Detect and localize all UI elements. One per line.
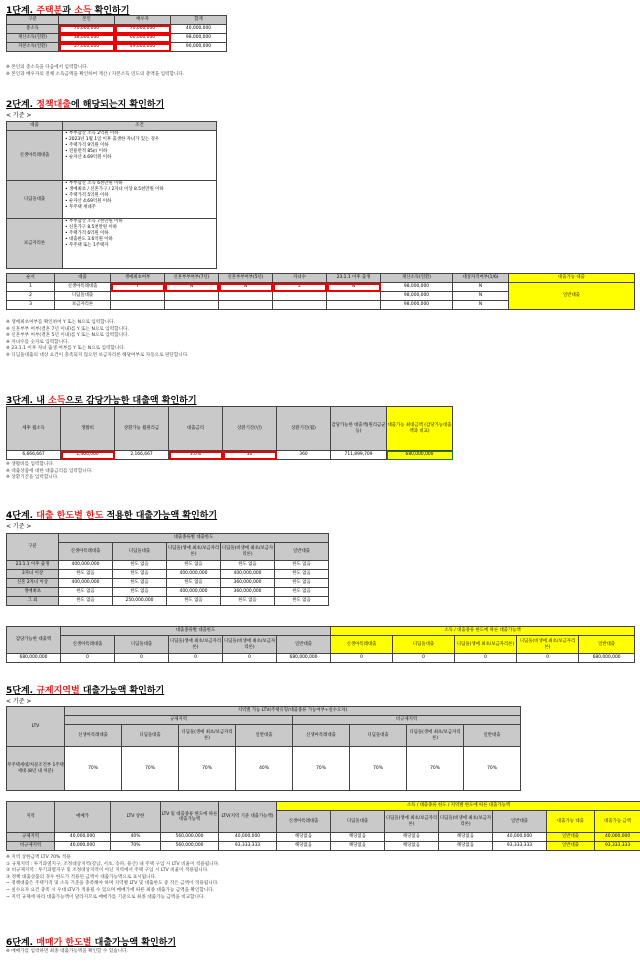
criteria-cell: • 부부합산 소득 2억원 이하 • 2023년 1월 1일 이후 출생한 자녀가 있는 경우 • 주택가격 9억원 이하 • 전용면적 85㎡ 이하 • 순자산 4.69억원 이하 <box>63 131 217 181</box>
row-label: 신생아특례대출 <box>7 131 63 181</box>
col-header: 디딤돌(생애 최초/보금자리론) <box>455 636 517 654</box>
cell[interactable]: 0 <box>331 654 393 663</box>
cell[interactable]: 1 <box>7 283 55 292</box>
table-row <box>7 283 635 292</box>
ltv-table <box>6 706 521 791</box>
table-row <box>7 597 329 606</box>
col-header: 대출금리 <box>169 407 223 451</box>
cell[interactable]: 한도 없음 <box>275 570 329 579</box>
col-header: 합계 <box>171 16 227 25</box>
cell[interactable] <box>219 301 273 310</box>
col-header: LTV 상한 <box>111 802 161 833</box>
cell[interactable]: 70% <box>179 747 236 791</box>
col-header: 상환기간(월) <box>277 407 331 451</box>
cell[interactable]: 400,000,000 <box>167 570 221 579</box>
cell[interactable]: 한도 없음 <box>221 597 275 606</box>
row-label: 무주택세대/처분조건부 1주택세대 (8년 내 처분) <box>7 747 65 791</box>
cell[interactable]: 360,000,000 <box>221 588 275 597</box>
step4-sub: < 기준 > <box>6 523 32 530</box>
cell[interactable]: 560,000,000 <box>161 842 219 851</box>
cell[interactable]: 한도 없음 <box>113 570 167 579</box>
col-header: 디딤돌(비생애 최초/보금자리론) <box>223 636 277 654</box>
cell[interactable]: 0 <box>455 654 517 663</box>
input-cell[interactable]: 2 <box>273 283 327 292</box>
col-header: 자녀수 <box>273 274 327 283</box>
cell[interactable]: 70% <box>122 747 179 791</box>
cell[interactable]: 일반대출 <box>547 842 595 851</box>
row-label: 신혼 2자녀 이상 <box>7 579 59 588</box>
cell[interactable]: 0 <box>223 654 277 663</box>
cell[interactable]: 한도 없음 <box>275 579 329 588</box>
col-header: 감당가능한 대출액(원리금균등) <box>331 407 387 451</box>
table-row <box>7 570 329 579</box>
cell[interactable]: 3 <box>7 301 55 310</box>
col-header: 신생아특례대출 <box>293 725 350 747</box>
cell[interactable]: 0 <box>61 654 115 663</box>
cell[interactable]: 2,166,667 <box>115 451 169 460</box>
cell[interactable]: 70% <box>464 747 521 791</box>
cell[interactable]: 한도 없음 <box>275 597 329 606</box>
cell[interactable]: 40,000,000 <box>171 25 227 34</box>
cell[interactable]: 40% <box>236 747 293 791</box>
cell[interactable]: 2 <box>7 292 55 301</box>
cell[interactable]: 한도 없음 <box>167 597 221 606</box>
cell[interactable]: 360,000,000 <box>221 579 275 588</box>
cell[interactable]: 90,000,000 <box>171 43 227 52</box>
input-cell[interactable]: Y <box>111 283 165 292</box>
cell[interactable]: 400,000,000 <box>59 561 113 570</box>
col-header: 일반대출 <box>579 636 635 654</box>
step1-title: 1단계. 주택분과 소득 확인하기 <box>6 6 130 16</box>
row-label: 생애최초 <box>7 588 59 597</box>
col-header: 디딤돌대출 <box>393 636 455 654</box>
row-label: 규제지역 <box>7 833 55 842</box>
input-cell[interactable]: 57,000,000 <box>59 43 115 52</box>
cell[interactable]: 40,000,000 <box>55 833 111 842</box>
cell[interactable]: 70% <box>350 747 407 791</box>
cell[interactable]: 한도 없음 <box>113 579 167 588</box>
table-row <box>7 579 329 588</box>
cell[interactable]: 400,000,000 <box>221 570 275 579</box>
cell[interactable]: 해당없음 <box>277 842 331 851</box>
input-cell[interactable]: 30 <box>223 451 277 460</box>
col-header: 대출가능 금액 <box>595 811 640 833</box>
table-row <box>7 842 640 851</box>
col-header: 신생아특례대출 <box>61 636 115 654</box>
col-header: 디딤돌(비생애 최초/보금자리론) <box>439 811 493 833</box>
col-header: 매매가 <box>55 802 111 833</box>
cell[interactable]: 디딤돌대출 <box>55 292 111 301</box>
cell[interactable] <box>327 301 381 310</box>
col-header: 구분 <box>7 534 59 561</box>
cell[interactable]: 한도 없음 <box>275 588 329 597</box>
cell[interactable]: 40% <box>111 833 161 842</box>
col-header: 생활비 <box>61 407 115 451</box>
input-cell[interactable]: 60,000,000 <box>115 34 171 43</box>
income-table <box>6 15 227 52</box>
cell[interactable] <box>327 292 381 301</box>
cell[interactable] <box>165 301 219 310</box>
table-row <box>7 747 521 791</box>
result-header: 대출가능 대출 <box>509 274 635 283</box>
region-calc-table <box>6 801 640 851</box>
col-header: 세후 월소득 <box>7 407 61 451</box>
col-group-header: 소득 / 대출종류 한도 / 지역별 한도에 따른 대출가능액 <box>277 802 640 811</box>
input-cell[interactable]: 3.0% <box>169 451 223 460</box>
input-cell[interactable]: 2,400,000 <box>61 451 115 460</box>
col-header: 일반대출 <box>236 725 293 747</box>
table-row <box>7 34 227 43</box>
cell[interactable] <box>111 301 165 310</box>
cell[interactable]: 680,000,000 <box>277 654 331 663</box>
cell[interactable]: 70% <box>111 842 161 851</box>
cell[interactable]: 400,000,000 <box>167 588 221 597</box>
col-header: 신혼부부여부(7년) <box>165 274 219 283</box>
step5-sub: < 기준 > <box>6 698 32 705</box>
cell[interactable]: 한도 없음 <box>59 588 113 597</box>
cell[interactable]: 93,333,333 <box>219 842 277 851</box>
step6-note: ※ 매매가를 입력하면 최종 대출가능액을 확인할 수 있습니다. <box>6 949 129 954</box>
cell[interactable]: 해당없음 <box>331 833 385 842</box>
cell[interactable]: 98,000,000 <box>381 283 453 292</box>
loan-limit-table <box>6 533 329 606</box>
cell[interactable]: 40,000,000 <box>493 833 547 842</box>
criteria-cell: • 부부합산 소득 7천만원 이하 • 신혼가구 8.5천만원 이하 • 주택가격 6억원 이하 • 대출한도 3.6억원 이하 • 무주택 또는 1주택자 <box>63 219 217 269</box>
cell[interactable]: 일반대출 <box>547 833 595 842</box>
col-header: 디딤돌대출 <box>115 636 169 654</box>
input-cell[interactable]: 38,000,000 <box>59 34 115 43</box>
col-header: LTV(지역 기준 대출가능액) <box>219 802 277 833</box>
col-header: 일반대출 <box>464 725 521 747</box>
col-header: 디딤돌대출 <box>331 811 385 833</box>
selected-cell[interactable]: 680,000,000 <box>387 451 453 460</box>
table-row <box>7 219 217 269</box>
table-row <box>7 43 227 52</box>
table-row <box>7 588 329 597</box>
col-header: 구분 <box>7 16 59 25</box>
policy-eval-table <box>6 273 635 310</box>
cell[interactable]: 한도 없음 <box>59 597 113 606</box>
cell[interactable]: 6,666,667 <box>7 451 61 460</box>
cell[interactable]: 한도 없음 <box>113 588 167 597</box>
cell[interactable]: 400,000,000 <box>59 579 113 588</box>
col-header: 디딤돌(비생애 최초/보금자리론) <box>221 543 275 561</box>
table-row <box>7 451 453 460</box>
col-header: 23.1.1 이후 출생 <box>327 274 381 283</box>
col-header: 디딤돌(생애 최초/보금자리론) <box>407 725 464 747</box>
cell[interactable]: 40,000,000 <box>219 833 277 842</box>
cell[interactable]: 40,000,000 <box>55 842 111 851</box>
step3-notes: ※ 생활비를 입력합니다. ※ 대출상품에 대한 대출금리를 입력합니다. ※ 상환기간을 입력합니다. <box>6 462 93 481</box>
cell[interactable] <box>273 292 327 301</box>
row-label: 비규제지역 <box>7 842 55 851</box>
col-header: 디딤돌대출 <box>350 725 407 747</box>
col-header: 배우자 <box>115 16 171 25</box>
col-group-header: 대출종류별 대출한도 <box>59 534 329 543</box>
table-row <box>7 181 217 219</box>
cell[interactable]: 250,000,000 <box>113 597 167 606</box>
cell[interactable]: 680,000,000 <box>579 654 635 663</box>
cell[interactable]: N <box>453 283 509 292</box>
cell[interactable]: 360 <box>277 451 331 460</box>
col-header: 신혼부부여부(5년) <box>219 274 273 283</box>
cell[interactable]: 98,000,000 <box>381 292 453 301</box>
col-header: 일반대출 <box>493 811 547 833</box>
cell[interactable]: 98,000,000 <box>381 301 453 310</box>
col-group-header: 지역별 가능 LTV(주택유형/대출종류 가능여부+실수요자) <box>65 707 521 716</box>
cell[interactable] <box>273 301 327 310</box>
col-header: 디딤돌(생애 최초/보금자리론) <box>179 725 236 747</box>
step5-title: 5단계. 규제지역별 대출가능액 확인하기 <box>6 686 165 696</box>
col-header: 신생아특례대출 <box>59 543 113 561</box>
col-header: 지역 <box>7 802 55 833</box>
col-header: 일반대출 <box>277 636 331 654</box>
result-value[interactable]: 일반대출 <box>509 283 635 310</box>
col-group-header: 규제지역 <box>65 716 293 725</box>
col-header: 디딤돌대출 <box>122 725 179 747</box>
table-row <box>7 131 217 181</box>
col-header: 상환기간(년) <box>223 407 277 451</box>
cell[interactable]: 70% <box>407 747 464 791</box>
step2-title: 2단계. 정책대출에 해당되는지 확인하기 <box>6 100 165 110</box>
cell[interactable]: 보금자리론 <box>55 301 111 310</box>
col-header: 대출 <box>7 122 63 131</box>
input-cell[interactable]: N <box>327 283 381 292</box>
col-header: 디딤돌(생애 최초/보금자리론) <box>385 811 439 833</box>
col-header: 순서 <box>7 274 55 283</box>
cell[interactable]: 98,000,000 <box>171 34 227 43</box>
cell[interactable] <box>165 292 219 301</box>
step2-notes: ※ 생애최초여부를 확인하여 Y 또는 N으로 입력합니다. ※ 신혼부부 여부(결혼 7년 이내)를 Y 또는 N으로 입력합니다. ※ 신혼부부 여부(결혼 5년 이내)를 Y 또는 N으로 입력합니다. ※ 자녀수를 숫자로 입력합니다. ※ 23.1.1 이후 자녀 출생 여부를 Y 또는 N으로 입력합니다. ※ 디딤돌대출의 대상 요건이 충족되지 않으면 보금자리론 해당여부로 자동으로 판단합니다. <box>6 320 189 358</box>
col-header: 대출 <box>55 274 111 283</box>
cell[interactable] <box>219 292 273 301</box>
cell[interactable]: N <box>453 301 509 310</box>
cell[interactable]: 한도 없음 <box>275 561 329 570</box>
cell[interactable]: 680,000,000 <box>7 654 61 663</box>
table-row <box>7 654 635 663</box>
table-row <box>7 561 329 570</box>
row-label: 디딤돌대출 <box>7 181 63 219</box>
affordability-table <box>6 406 453 460</box>
cell[interactable]: 0 <box>393 654 455 663</box>
col-header: 신생아특례대출 <box>331 636 393 654</box>
cell[interactable]: 70% <box>293 747 350 791</box>
cell[interactable]: 해당없음 <box>439 833 493 842</box>
input-cell[interactable]: 70,000,000 <box>59 25 115 34</box>
table-row <box>7 833 640 842</box>
col-header: LTV 및 대출종류 한도에 따른 대출가능액 <box>161 802 219 833</box>
input-cell[interactable]: 70,000,000 <box>115 25 171 34</box>
row-label: 자본소득(연환) <box>7 43 59 52</box>
col-header: 대상자격여부(1/6) <box>453 274 509 283</box>
col-header: 디딤돌(비생애 최초/보금자리론) <box>517 636 579 654</box>
col-header: 신생아특례대출 <box>65 725 122 747</box>
cell[interactable]: 560,000,000 <box>161 833 219 842</box>
step3-title: 3단계. 내 소득으로 감당가능한 대출액 확인하기 <box>6 396 197 406</box>
cell[interactable]: 0 <box>169 654 223 663</box>
cell[interactable]: 한도 없음 <box>167 579 221 588</box>
cell[interactable]: 한도 없음 <box>167 561 221 570</box>
cell[interactable]: 해당없음 <box>439 842 493 851</box>
col-header: LTV <box>7 707 65 747</box>
step2-sub: < 기준 > <box>6 112 32 119</box>
col-group-header: 대출종류별 대출한도 <box>61 627 331 636</box>
input-cell[interactable]: N <box>219 283 273 292</box>
input-cell[interactable]: 49,000,000 <box>115 43 171 52</box>
cell[interactable]: 0 <box>115 654 169 663</box>
cell[interactable]: 해당없음 <box>331 842 385 851</box>
row-label: 그 외 <box>7 597 59 606</box>
input-cell[interactable]: N <box>165 283 219 292</box>
table-row <box>7 25 227 34</box>
cell[interactable]: 70% <box>65 747 122 791</box>
col-header: 신생아특례대출 <box>277 811 331 833</box>
col-group-header: 비규제지역 <box>293 716 521 725</box>
col-header: 생애최초여부 <box>111 274 165 283</box>
cell[interactable]: 0 <box>517 654 579 663</box>
row-label: 23.1.1 이후 출생 <box>7 561 59 570</box>
col-header: 감당가능한 대출액 <box>7 627 61 654</box>
cell[interactable]: N <box>453 292 509 301</box>
step4-title: 4단계. 대출 한도별 한도 적용한 대출가능액 확인하기 <box>6 511 218 521</box>
row-label: 재산소득(연환) <box>7 34 59 43</box>
col-header: 디딤돌대출 <box>113 543 167 561</box>
cell[interactable]: 신생아특례대출 <box>55 283 111 292</box>
step6-title: 6단계. 매매가 한도별 대출가능액 확인하기 <box>6 938 177 948</box>
col-header: 디딤돌(생애 최초/보금자리론) <box>169 636 223 654</box>
col-header: 대출가능 대출 <box>547 811 595 833</box>
cell[interactable]: 해당없음 <box>385 833 439 842</box>
row-label: 보금자리론 <box>7 219 63 269</box>
col-header: 재산소득(연환) <box>381 274 453 283</box>
cell[interactable]: 한도 없음 <box>113 561 167 570</box>
cell[interactable] <box>111 292 165 301</box>
col-header: 상환가능 월원리금 <box>115 407 169 451</box>
cell[interactable]: 해당없음 <box>277 833 331 842</box>
step1-notes: ※ 본인의 총소득을 다음에서 입력합니다. ※ 본인과 배우자의 전체 소득금액을 확인하여 재산 / 자본소득 연도의 총액을 입력합니다. <box>6 65 185 77</box>
cell[interactable]: 93,333,333 <box>493 842 547 851</box>
row-label: 총소득 <box>7 25 59 34</box>
cell[interactable]: 한도 없음 <box>221 561 275 570</box>
cell[interactable]: 40,000,000 <box>595 833 640 842</box>
cell[interactable]: 해당없음 <box>385 842 439 851</box>
col-group-header: 소득 / 대출종류 한도에 따른 대출가능액 <box>331 627 635 636</box>
criteria-cell: • 부부합산 소득 6천만원 이하 • 생애최초 / 신혼가구 / 2자녀 이상 8.5천만원 이하 • 주택가격 5억원 이하 • 순자산 4.69억원 이하 • 무주택 세대주 <box>63 181 217 219</box>
step5-notes: ※ 지역 상한금액 LTV 70% 적용 ① 규제지역 : 투기과열지구, 조정대상지역(강남, 서초, 송파, 용산) 내 주택 구입 시 LTV 비율이 적용됩니다. ② 비규제지역 : 투기과열지구 및 조정대상지역이 아닌 지역에서 주택 구입 시 LTV 비율이 적용됩니다. ③ 정책 대출상품의 경우 한도가 적용된 금액이 대출가능액으로 표시됩니다. ~ 정책대출은 주택가격 및 소득 기준을 충족해야 하며 지역별 LTV 및 대출한도 중 작은 금액이 적용됩니다. ~ 실수요자 요건 충족 시 우대 LTV가 적용될 수 있으며 매매가에 따른 최종 대출가능 금액을 확인합니다. ~ 지역 규제에 따라 대출가능액이 달라지므로 매매가를 기준으로 최종 대출가능 금액을 비교합니다. <box>6 855 220 900</box>
col-header: 본인 <box>59 16 115 25</box>
cell[interactable]: 711,899,709 <box>331 451 387 460</box>
loan-calc-table <box>6 626 635 663</box>
col-header: 대출가능 최대금액 (감당가능대출액과 비교) <box>387 407 453 451</box>
col-header: 조건 <box>63 122 217 131</box>
row-label: 3자녀 이상 <box>7 570 59 579</box>
policy-criteria-table <box>6 121 217 269</box>
cell[interactable]: 한도 없음 <box>59 570 113 579</box>
col-header: 디딤돌(생애 최초/보금자리론) <box>167 543 221 561</box>
col-header: 일반대출 <box>275 543 329 561</box>
cell[interactable]: 93,333,333 <box>595 842 640 851</box>
